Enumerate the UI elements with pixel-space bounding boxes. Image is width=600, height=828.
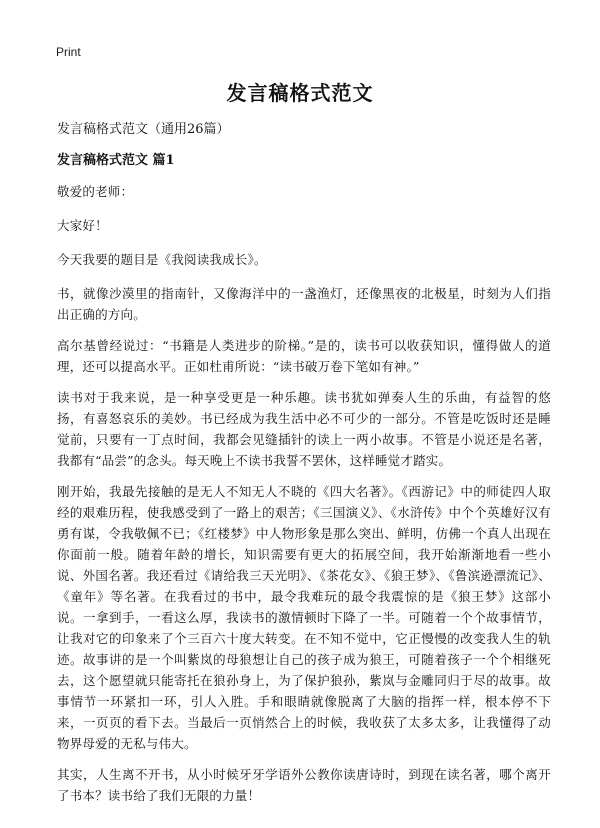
body-paragraph: 刚开始，我最先接触的是无人不知无人不晓的《四大名著》。《西游记》中的师徒四人取经的艰难历程，使我感受到了一路上的艰苦；《三国演义》、《水浒传》中个个英雄好汉有勇有谋，令我敬佩不已；《红楼梦》中人物形象是那么突出、鲜明，仿佛一个真人出现在你面前一般。随着年龄的增长，知识需要有更大的拓展空间，我开始渐渐地看一些小说、外国名著。我还看过《请给我三天光明》、《茶花女》、《狼王梦》、《鲁滨逊漂流记》、《童年》等名著。在我看过的书中，最令我难玩的最令我震惊的是《狼王梦》这部小说。一拿到手，一看这么厚，我读书的激情顿时下降了一半。可随着一个个故事情节，让我对它的印象来了个三百六十度大转变。在不知不觉中，它正慢慢的改变我人生的轨迹。故事讲的是一个叫紫岚的母狼想让自己的孩子成为狼王，可随着孩子一个个相继死去，这个愿望就只能寄托在狼孙身上，为了保护狼孙，紫岚与金雕同归于尽的故事。故事情节一环紧扣一环，引人入胜。手和眼睛就像脱离了大脑的指挥一样，根本停不下来，一页页的看下去。当最后一页悄然合上的时候，我收获了太多太多，让我懂得了动物界母爱的无私与伟大。 [57, 484, 551, 751]
section-heading: 发言稿格式范文 篇1 [57, 153, 175, 168]
document-subtitle: 发言稿格式范文（通用26篇） [57, 122, 230, 137]
closing-paragraph: 其实，人生离不开书，从小时候牙牙学语外公教你读唐诗时，到现在读名著，哪个离开了书本？读书给了我们无限的力量！ [57, 767, 551, 803]
print-link[interactable]: Print [56, 45, 81, 59]
topic-paragraph: 今天我要的题目是《我阅读我成长》。 [57, 252, 267, 267]
body-paragraph: 书，就像沙漠里的指南针，又像海洋中的一盏渔灯，还像黑夜的北极星，时刻为人们指出正确的方向。 [57, 286, 551, 322]
body-paragraph: 读书对于我来说，是一种享受更是一种乐趣。读书犹如弹奏人生的乐曲，有益智的悠扬，有喜怒哀乐的美妙。书已经成为我生活中必不可少的一部分。不管是吃饭时还是睡觉前，只要有一丁点时间，我都会见缝插针的读上一两小故事。不管是小说还是名著，我都有“品尝”的念头。每天晚上不读书我誓不罢休，这样睡觉才踏实。 [57, 390, 551, 468]
greeting: 大家好！ [57, 218, 108, 233]
salutation: 敬爱的老师： [57, 184, 134, 199]
body-paragraph: 高尔基曾经说过：“书籍是人类进步的阶梯。”是的，读书可以收获知识，懂得做人的道理，还可以提高水平。正如杜甫所说：“读书破万卷下笔如有神。” [57, 338, 551, 374]
document-body [57, 120, 551, 816]
document-title: 发言稿格式范文 [226, 81, 374, 105]
